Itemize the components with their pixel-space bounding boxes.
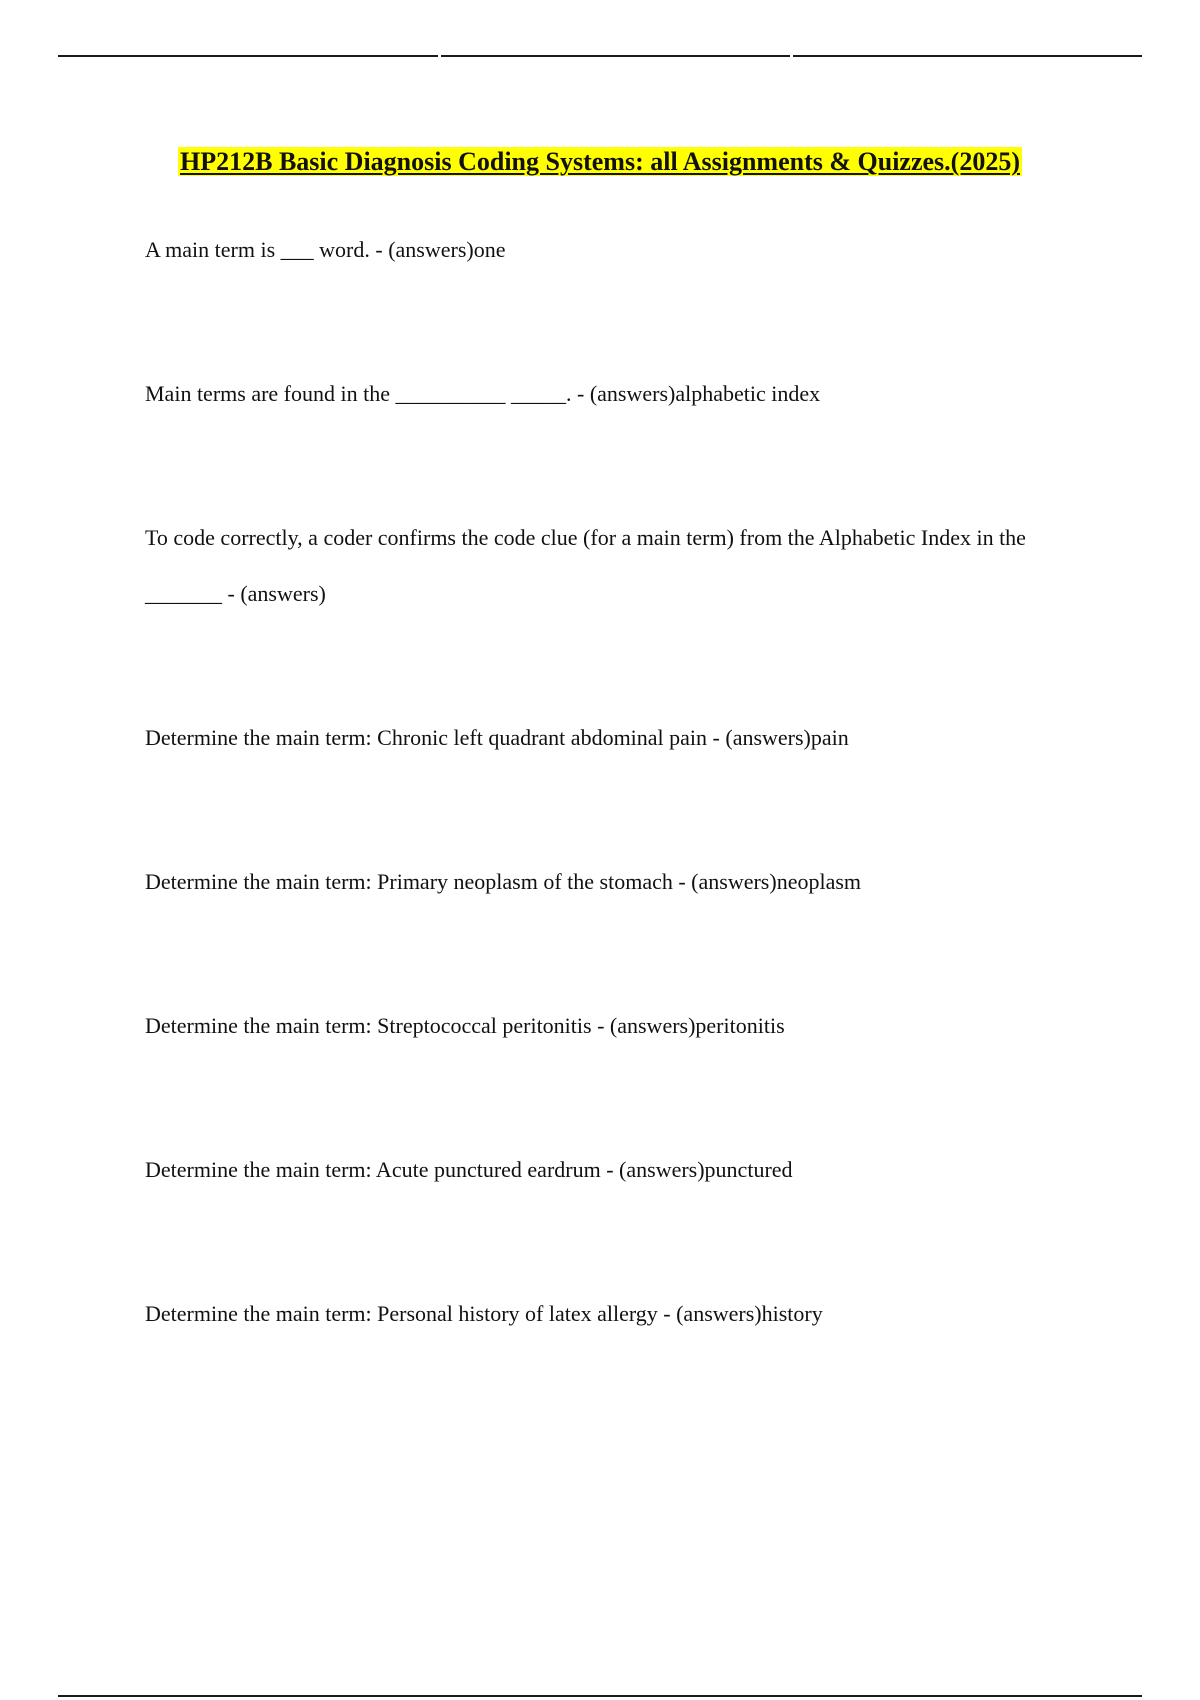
header-rule-middle: [441, 55, 790, 57]
qa-item: A main term is ___ word. - (answers)one: [145, 237, 506, 262]
document-title: [0, 144, 1200, 180]
qa-item: To code correctly, a coder confirms the code clue (for a main term) from the Alphabetic Index in the _______ - (answers): [145, 525, 1026, 606]
qa-item: Determine the main term: Streptococcal peritonitis - (answers)peritonitis: [145, 1013, 785, 1038]
footer-rule: [58, 1695, 1142, 1697]
header-rule-right: [793, 55, 1142, 57]
qa-item: Determine the main term: Chronic left quadrant abdominal pain - (answers)pain: [145, 725, 849, 750]
qa-item: Determine the main term: Primary neoplasm of the stomach - (answers)neoplasm: [145, 869, 862, 894]
qa-item: Determine the main term: Acute punctured eardrum - (answers)punctured: [145, 1157, 793, 1182]
header-rule-left: [58, 55, 438, 57]
qa-list: [145, 222, 1085, 1430]
qa-item: Main terms are found in the __________ _____. - (answers)alphabetic index: [145, 381, 821, 406]
document-title-text: HP212B Basic Diagnosis Coding Systems: all Assignments & Quizzes.(2025): [180, 147, 1020, 176]
qa-item: Determine the main term: Personal history of latex allergy - (answers)history: [145, 1301, 823, 1326]
